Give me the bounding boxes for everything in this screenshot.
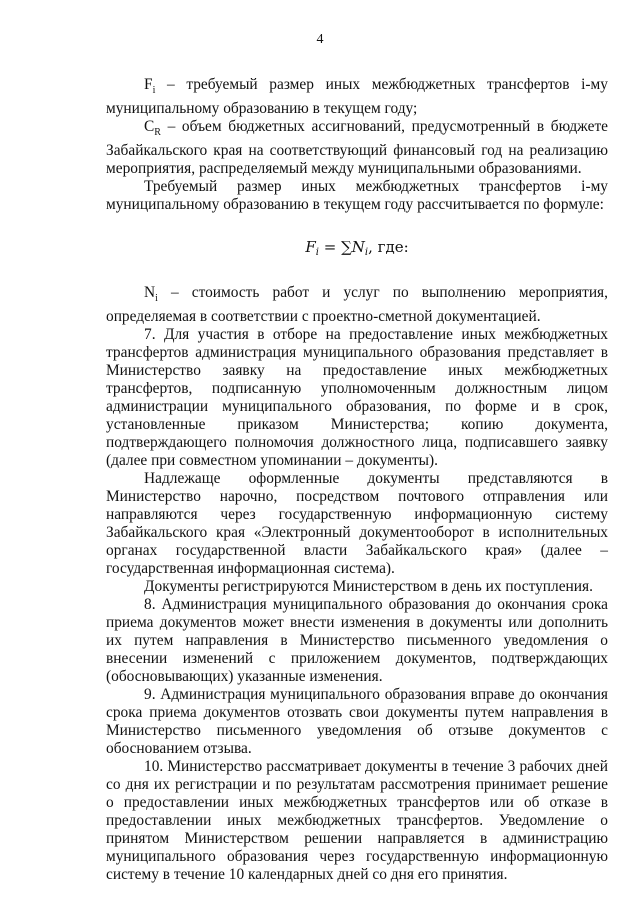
paragraph-registration: Документы регистрируются Министерством в день их поступления. <box>144 578 593 596</box>
formula <box>106 238 608 262</box>
paragraph-formula-intro: Требуемый размер иных межбюджетных трансфертов i-му муниципальному образованию в текущем году рассчитывается по формуле: <box>106 178 608 214</box>
formula-suffix: , где: <box>368 238 409 257</box>
formula-lhs-sub: i <box>315 247 319 259</box>
paragraph-item-8: 8. Администрация муниципального образования до окончания срока приема документов может внести изменения в документы или дополнить их путем направления в Министерство письменного уведомления о внесении изменений с приложением документов, подтверждающих (обосновывающих) указанные изменения. <box>106 596 608 686</box>
paragraph-ni-definition: $N_i$ – стоимость работ и услуг по выполнению мероприятия, определяемая в соответствии с проектно-сметной документацией. <box>106 284 608 326</box>
formula-operator: = ∑ <box>323 238 352 257</box>
paragraph-fi-definition: $F_i$ – требуемый размер иных межбюджетных трансфертов i-му муниципальному образованию в текущем году; <box>106 76 608 118</box>
paragraph-item-9: 9. Администрация муниципального образования вправе до окончания срока приема документов отозвать свои документы путем направления в Министерство письменного уведомления об отзыве документов с обоснованием отзыва. <box>106 686 608 758</box>
document-body <box>106 76 608 884</box>
formula-rhs: N <box>351 238 365 257</box>
paragraph-cr-definition: $C_R$ – объем бюджетных ассигнований, предусмотренный в бюджете Забайкальского края на соответствующий финансовый год на реализацию мероприятия, распределяемый между муниципальными образованиями. <box>106 118 608 178</box>
paragraph-item-7: 7. Для участия в отборе на предоставление иных межбюджетных трансфертов администрация муниципального образования представляет в Министерство заявку на предоставление иных межбюджетных трансфертов, подписанную уполномоченным должностным лицом администрации муниципального образования, по форме и в срок, установленные приказом Министерства; копию документа, подтверждающего полномочия должностного лица, подписавшего заявку (далее при совместном упоминании – документы). <box>106 326 608 470</box>
paragraph-item-10: 10. Министерство рассматривает документы в течение 3 рабочих дней со дня их регистрации и по результатам рассмотрения принимает решение о предоставлении иных межбюджетных трансфертов или об отказе в предоставлении иных межбюджетных трансфертов. Уведомление о принятом Министерством решении направляется в администрацию муниципального образования через государственную информационную систему в течение 10 календарных дней со дня его принятия. <box>106 758 608 884</box>
formula-rhs-sub: i <box>364 247 369 259</box>
page-number: 4 <box>316 32 324 47</box>
formula-lhs: F <box>305 238 316 257</box>
paragraph-submission: Надлежаще оформленные документы представляются в Министерство нарочно, посредством почтового отправления или направляются через государственную информационную систему Забайкальского края «Электронный документооборот в исполнительных органах государственной власти Забайкальского края» (далее – государственная информационная система). <box>106 470 608 578</box>
